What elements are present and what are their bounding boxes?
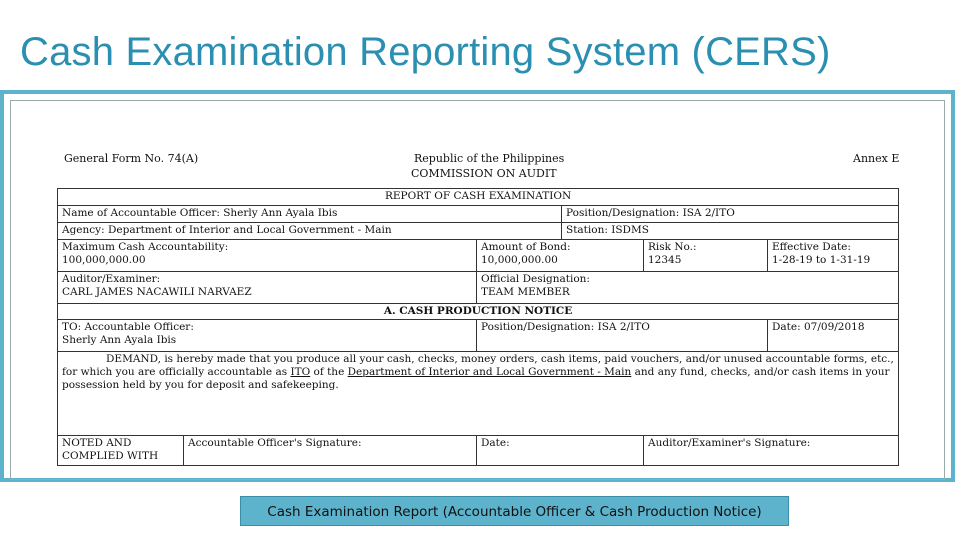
to-label: TO: Accountable Officer:	[62, 321, 194, 333]
report-title: REPORT OF CASH EXAMINATION	[58, 189, 899, 206]
republic-label: Republic of the Philippines	[414, 152, 565, 165]
to-accountable-officer	[58, 320, 477, 352]
demand-paragraph	[58, 352, 899, 436]
to-value: Sherly Ann Ayala Ibis	[62, 334, 177, 346]
auditor-value: CARL JAMES NACAWILI NARVAEZ	[62, 286, 252, 298]
max-cash-label: Maximum Cash Accountability:	[62, 241, 229, 253]
demand-text-2: of the	[310, 366, 348, 378]
official-designation	[477, 272, 899, 304]
auditor-label: Auditor/Examiner:	[62, 273, 161, 285]
position-designation: Position/Designation: ISA 2/ITO	[562, 206, 899, 223]
demand-text-1: DEMAND, is hereby made that you produce all your cash, checks, money orders, cash items, paid vouchers, and/or unused accountable forms, etc., for which you are officially accountable as	[62, 353, 894, 378]
to-position: Position/Designation: ISA 2/ITO	[477, 320, 768, 352]
bond-value: 10,000,000.00	[481, 254, 558, 266]
demand-text-3: and any fund, checks, and/or cash items in your possession held by you for deposit and safekeeping.	[62, 366, 890, 391]
slide-title: Cash Examination Reporting System (CERS)	[20, 30, 831, 74]
agency-field: Agency: Department of Interior and Local Government - Main	[58, 223, 562, 240]
amount-of-bond	[477, 240, 644, 272]
notice-date: Date: 07/09/2018	[768, 320, 899, 352]
official-value: TEAM MEMBER	[481, 286, 570, 298]
max-cash-value: 100,000,000.00	[62, 254, 146, 266]
annex-label: Annex E	[853, 152, 900, 165]
effective-value: 1-28-19 to 1-31-19	[772, 254, 871, 266]
signature-date: Date:	[477, 436, 644, 466]
noted-complied: NOTED AND COMPLIED WITH	[58, 436, 184, 466]
cash-examination-form	[57, 188, 899, 466]
demand-department: Department of Interior and Local Government - Main	[347, 366, 632, 378]
station-field: Station: ISDMS	[562, 223, 899, 240]
effective-label: Effective Date:	[772, 241, 851, 253]
commission-label: COMMISSION ON AUDIT	[411, 167, 557, 180]
accountable-officer-name: Name of Accountable Officer: Sherly Ann Ayala Ibis	[58, 206, 562, 223]
auditor-signature: Auditor/Examiner's Signature:	[644, 436, 899, 466]
bond-label: Amount of Bond:	[481, 241, 571, 253]
figure-caption: Cash Examination Report (Accountable Officer & Cash Production Notice)	[240, 496, 789, 526]
risk-value: 12345	[648, 254, 682, 266]
max-cash-accountability	[58, 240, 477, 272]
section-a-title: A. CASH PRODUCTION NOTICE	[58, 304, 899, 320]
effective-date	[768, 240, 899, 272]
demand-ito: ITO	[290, 366, 311, 378]
official-label: Official Designation:	[481, 273, 590, 285]
form-number: General Form No. 74(A)	[64, 152, 199, 165]
risk-number	[644, 240, 768, 272]
risk-label: Risk No.:	[648, 241, 697, 253]
accountable-officer-signature: Accountable Officer's Signature:	[184, 436, 477, 466]
auditor-examiner	[58, 272, 477, 304]
